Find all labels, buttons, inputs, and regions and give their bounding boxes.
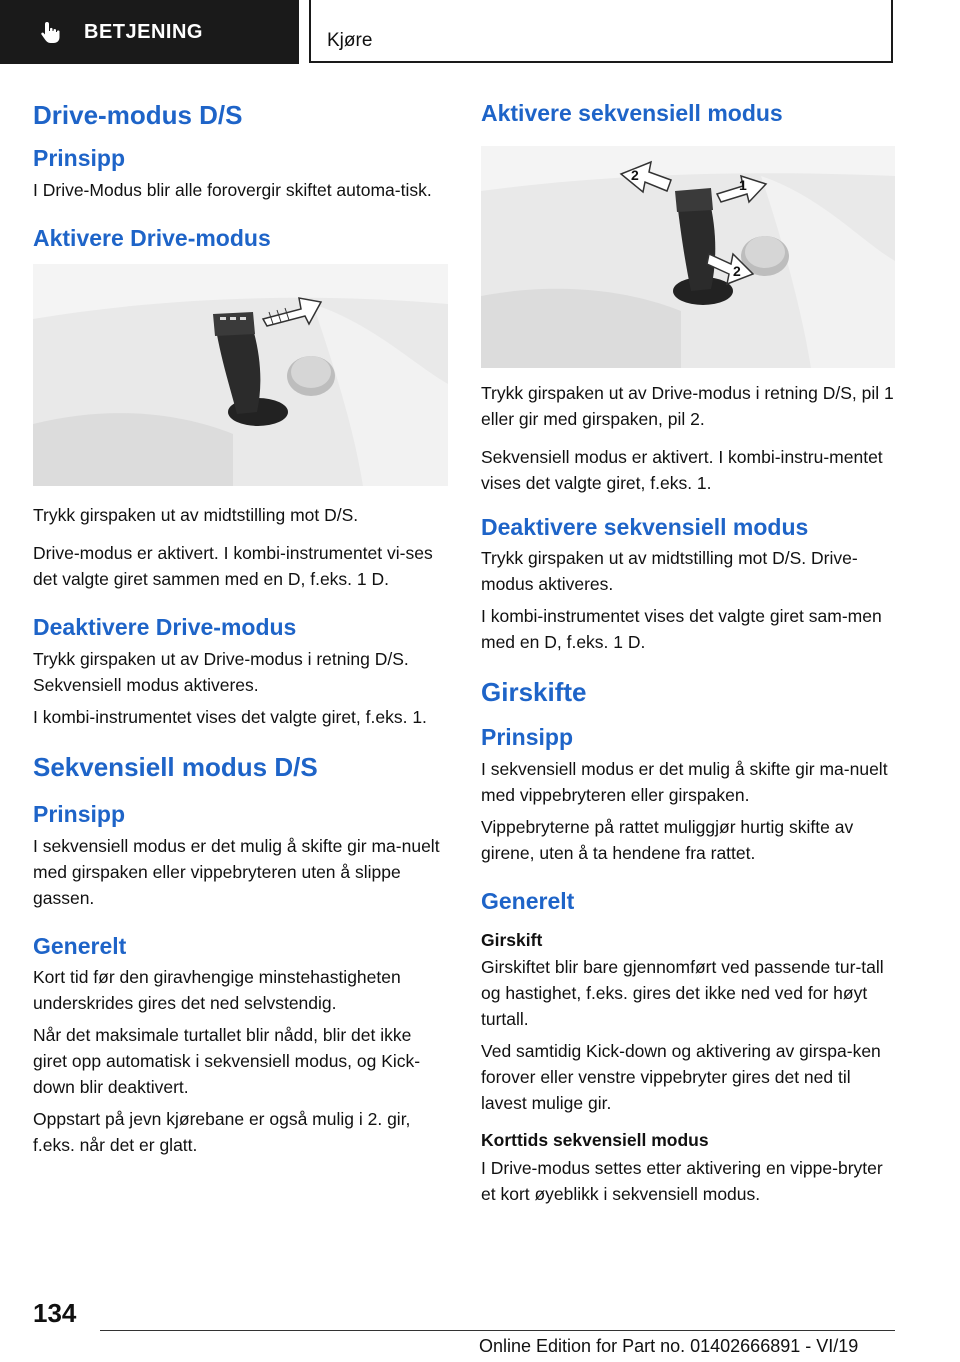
paragraph: Girskiftet blir bare gjennomført ved passende tur-tall og hastighet, f.eks. gires det ikke ned ved for høyt turtall.	[481, 957, 884, 1030]
paragraph: Trykk girspaken ut av Drive-modus i retning D/S. Sekvensiell modus aktiveres.	[33, 648, 409, 695]
paragraph: I kombi-instrumentet vises det valgte giret sam-men med en D, f.eks. 1 D.	[481, 606, 882, 653]
gear-lever-arrows-illustration	[481, 146, 895, 368]
paragraph: Vippebryterne på rattet muliggjør hurtig skifte av girene, uten å ta hendene fra rattet.	[481, 816, 854, 863]
paragraph: I kombi-instrumentet vises det valgte giret, f.eks. 1.	[33, 706, 427, 727]
heading-aktivere-drive: Aktivere Drive-modus	[33, 224, 271, 251]
arrow-1-label: 1	[739, 176, 747, 193]
heading-sekvensiell-modus: Sekvensiell modus D/S	[33, 751, 318, 782]
heading-generelt: Generelt	[33, 932, 127, 959]
chapter-tab	[309, 0, 893, 63]
page-number: 134	[33, 1298, 77, 1328]
paragraph: Drive-modus er aktivert. I kombi-instrumentet vi-ses det valgte giret sammen med en D, f.eks. 1 D.	[33, 543, 433, 590]
paragraph: Oppstart på jevn kjørebane er også mulig i 2. gir, f.eks. når det er glatt.	[33, 1109, 411, 1156]
paragraph: I Drive-modus settes etter aktivering en vippe-bryter et kort øyeblikk i sekvensiell modus.	[481, 1157, 883, 1204]
subheading-girskift: Girskift	[481, 929, 543, 950]
footer-divider	[100, 1330, 895, 1331]
edition-text: Online Edition for Part no. 01402666891 - VI/19	[479, 1336, 859, 1356]
heading-prinsipp: Prinsipp	[33, 801, 126, 828]
hand-pointer-icon	[38, 19, 64, 45]
paragraph: I sekvensiell modus er det mulig å skifte gir ma-nuelt med vippebryteren eller girspaken.	[481, 758, 888, 805]
arrow-2-label: 2	[733, 262, 741, 279]
paragraph: Når det maksimale turtallet blir nådd, blir det ikke giret opp automatisk i sekvensiell modus, og Kick-down blir deaktivert.	[33, 1025, 421, 1098]
heading-generelt: Generelt	[481, 887, 575, 914]
left-column	[33, 100, 448, 1170]
heading-deaktivere-drive: Deaktivere Drive-modus	[33, 614, 297, 641]
section-label: BETJENING	[84, 20, 203, 43]
heading-drive-modus: Drive-modus D/S	[33, 100, 243, 130]
paragraph: Trykk girspaken ut av Drive-modus i retning D/S, pil 1 eller gir med girspaken, pil 2.	[481, 382, 894, 429]
heading-aktivere-sekvensiell: Aktivere sekvensiell modus	[481, 100, 783, 126]
paragraph: Ved samtidig Kick-down og aktivering av girspa-ken forover eller venstre vippebryter gires det ned til lavest mulige gir.	[481, 1041, 881, 1114]
arrow-2-label: 2	[631, 166, 639, 183]
right-column	[481, 100, 895, 1219]
chapter-label: Kjøre	[327, 30, 373, 51]
section-tab	[0, 0, 299, 64]
gear-lever-illustration	[33, 264, 448, 486]
paragraph: Sekvensiell modus er aktivert. I kombi-instru-mentet vises det valgte giret, f.eks. 1.	[481, 446, 883, 493]
paragraph: Kort tid før den giravhengige minstehastigheten underskrides gires det ned selvstendig.	[33, 967, 401, 1014]
heading-prinsipp: Prinsipp	[33, 145, 126, 172]
paragraph: Trykk girspaken ut av midtstilling mot D/S.	[33, 505, 359, 526]
heading-prinsipp: Prinsipp	[481, 724, 574, 751]
paragraph: I sekvensiell modus er det mulig å skifte gir ma-nuelt med girspaken eller vippebryteren uten å slippe gassen.	[33, 835, 440, 908]
paragraph: I Drive-Modus blir alle forovergir skiftet automa-tisk.	[33, 179, 432, 200]
heading-girskifte: Girskifte	[481, 677, 587, 708]
heading-deaktivere-sekvensiell: Deaktivere sekvensiell modus	[481, 513, 809, 540]
subheading-korttids: Korttids sekvensiell modus	[481, 1130, 709, 1151]
paragraph: Trykk girspaken ut av midtstilling mot D/S. Drive-modus aktiveres.	[481, 548, 858, 595]
